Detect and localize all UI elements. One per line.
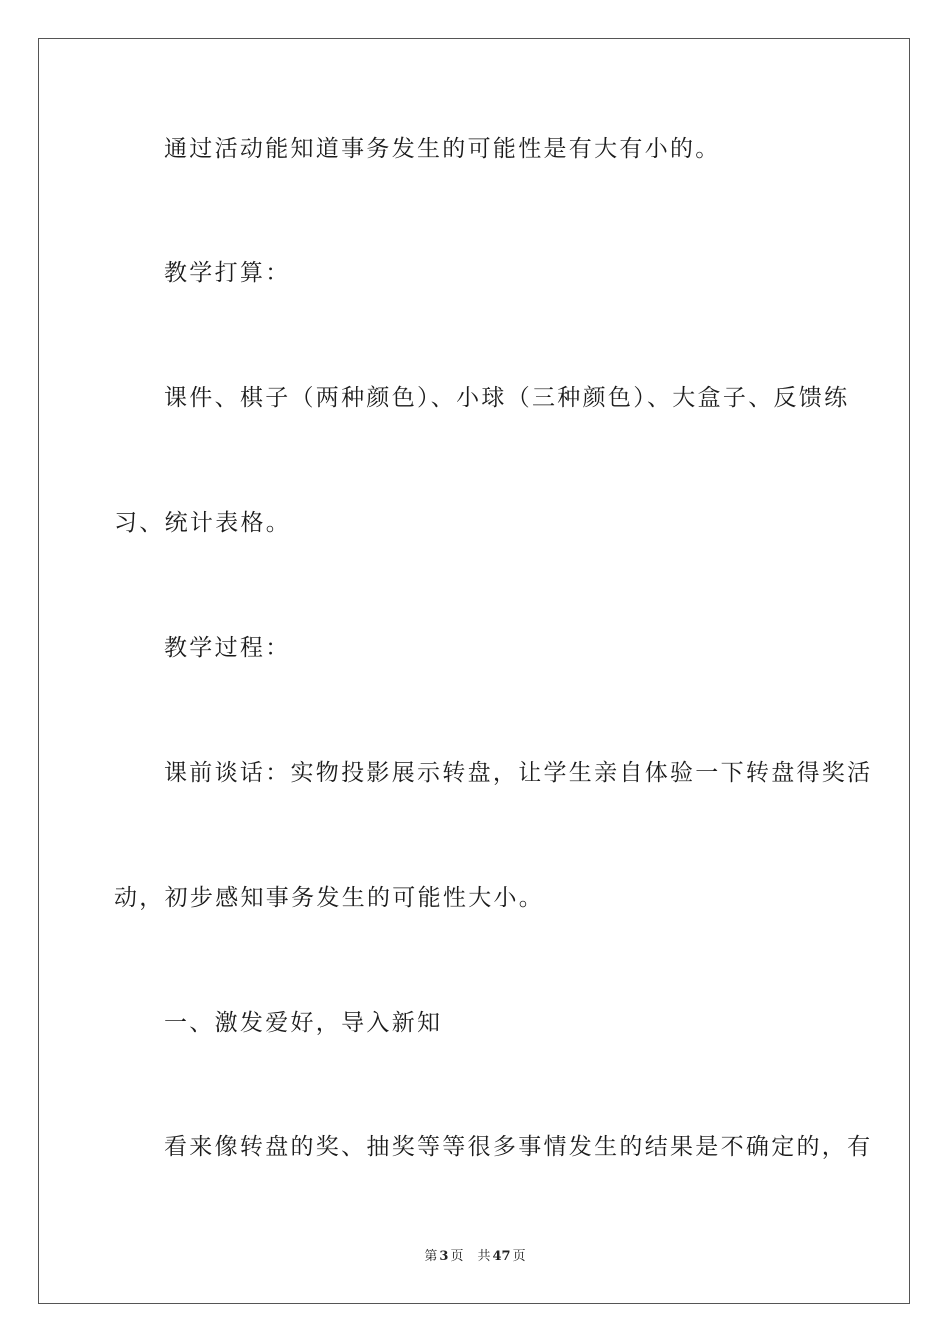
total-pages: 47 xyxy=(492,1249,511,1264)
total-suffix: 页 xyxy=(512,1249,526,1264)
section-heading: 教学打算： xyxy=(164,260,291,286)
paragraph-line: 课件、棋子（两种颜色）、小球（三种颜色）、大盒子、反馈练 xyxy=(164,385,850,411)
page-suffix: 页 xyxy=(450,1249,464,1264)
paragraph-line: 动，初步感知事务发生的可能性大小。 xyxy=(114,885,545,911)
total-prefix: 共 xyxy=(477,1249,491,1264)
page-border xyxy=(38,38,910,1304)
page-footer xyxy=(0,1248,950,1266)
section-heading: 教学过程： xyxy=(164,635,291,661)
section-heading: 一、激发爱好，导入新知 xyxy=(164,1010,443,1036)
page-prefix: 第 xyxy=(424,1249,438,1264)
paragraph-line: 课前谈话：实物投影展示转盘，让学生亲自体验一下转盘得奖活 xyxy=(164,760,873,786)
page-number: 3 xyxy=(439,1249,449,1264)
paragraph-line: 习、统计表格。 xyxy=(114,510,292,536)
paragraph-line: 通过活动能知道事务发生的可能性是有大有小的。 xyxy=(164,136,721,162)
paragraph-line: 看来像转盘的奖、抽奖等等很多事情发生的结果是不确定的，有 xyxy=(164,1134,873,1160)
